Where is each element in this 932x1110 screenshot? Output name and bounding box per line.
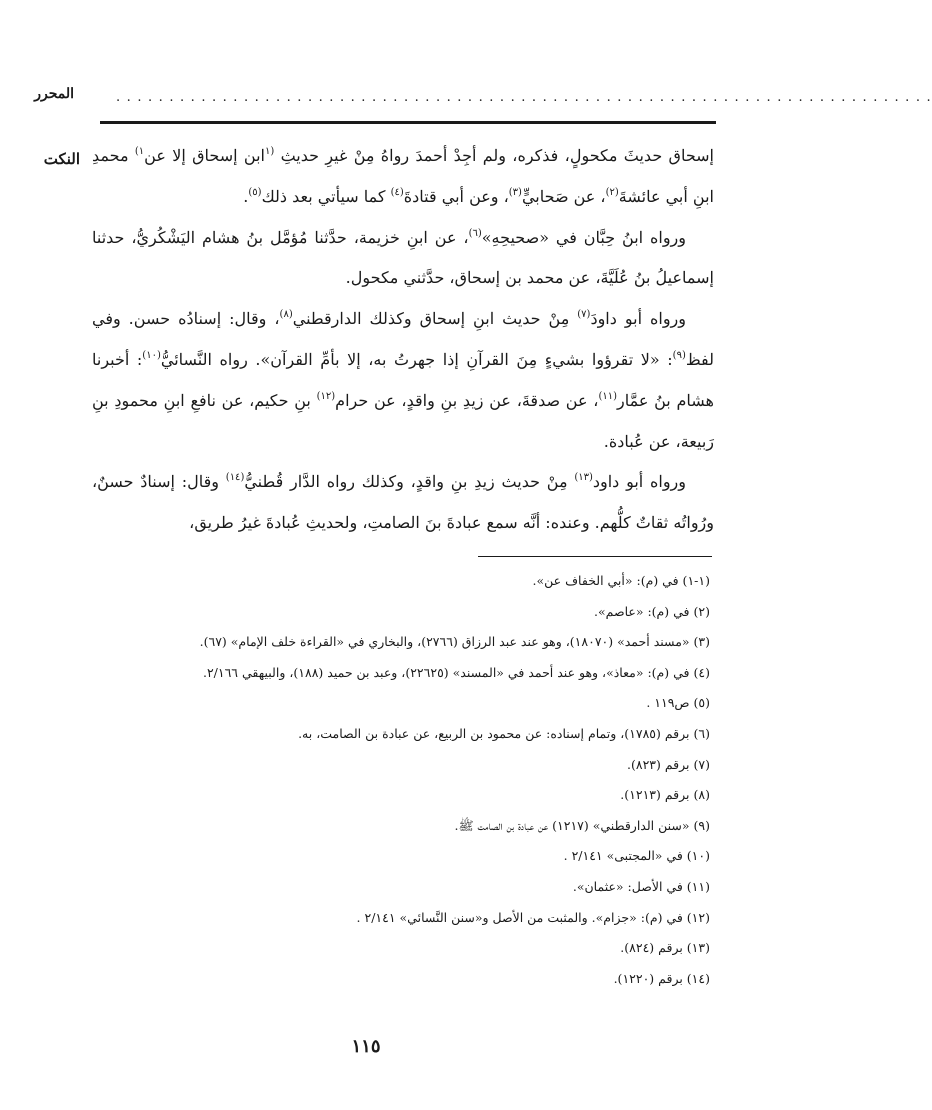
text-segment: . xyxy=(243,186,249,206)
footnote-marker: (٦) xyxy=(468,227,482,239)
text-segment: ، عن صدقةَ، عن زيدِ بنِ واقدٍ، عن حرام xyxy=(335,390,599,410)
footnote-marker: (١١) xyxy=(598,390,617,402)
footnote-separator xyxy=(478,556,712,557)
footnote-marker: (١٤) xyxy=(225,472,245,484)
footnote-item: (٢) في (م): «عاصم». xyxy=(594,603,710,619)
running-header-dots: . . . . . . . . . . . . . . . . . . . . . . . . . . . . . . . . . . . . . . . . . . . . . . . . . . . . . . . . . . . . . . . . . . . . . . . . . . . . . xyxy=(116,90,932,105)
footnote-marker: (١٢) xyxy=(316,390,336,402)
footnote-marker: (٢) xyxy=(605,186,619,198)
text-segment: ورواه أبو داودَ xyxy=(590,309,686,329)
footnote-marker: (١ xyxy=(264,146,275,157)
footnote-marker: (٧) xyxy=(577,309,591,321)
footnote-item: (١٣) برقم (٨٢٤). xyxy=(620,940,710,956)
footnote-marker: ١) xyxy=(134,146,145,157)
text-segment: ورواه أبو داود xyxy=(592,472,687,492)
footnote-marker: (٣) xyxy=(508,186,522,198)
header-rule xyxy=(100,121,716,124)
footnote-item: (١٤) برقم (١٢٢٠). xyxy=(613,970,710,986)
text-segment: محمدِ ابنِ أبي عائشةَ xyxy=(92,146,714,206)
paragraph-2 xyxy=(92,218,714,300)
footnote-marker: (٤) xyxy=(390,186,404,198)
footnote-item: (٤) في (م): «معاذ»، وهو عند أحمد في «المسند» (٢٢٦٢٥)، وعبد بن حميد (١٨٨)، والبيهقي ٢/١٦٦. xyxy=(202,664,710,680)
text-segment: : «لا تقرؤوا بشيءٍ مِنَ القرآنِ إذا جهرتُ به، إلا بأمِّ القرآن». رواه النَّسائيُّ xyxy=(160,349,673,369)
text-segment: ، وقال: إسنادُه حسن. وفي لفظ xyxy=(92,309,714,369)
text-segment: إسحاق حديثَ مكحولٍ، فذكره، ولم أجِدْ أحمدَ رواهُ مِنْ غيرِ حديثِ xyxy=(274,146,714,165)
footnote-item: (٩) «سنن الدارقطني» (١٢١٧) عن عبادة بن الصامت ﷺ. xyxy=(454,817,710,833)
footnote-item: (١١) في الأصل: «عثمان». xyxy=(572,878,710,894)
paragraph-3 xyxy=(92,299,714,462)
footnotes xyxy=(70,566,710,994)
page-number: ١١٥ xyxy=(351,1036,381,1057)
footnote-item: (٨) برقم (١٢١٣). xyxy=(620,787,710,803)
text-segment: مِنْ حديث زيدِ بنِ واقدٍ، وكذلك رواه الدَّار قُطنيُّ xyxy=(244,472,575,492)
paragraph-4 xyxy=(92,462,714,544)
footnote-marker: (٩) xyxy=(672,349,686,361)
footnote-marker: (١٣) xyxy=(574,472,593,484)
text-segment: وقال: إسنادٌ حسنٌ، ورُواتُه ثقاتٌ كلُّهم. وعنده: أنَّه سمع عبادةَ بنَ الصامتِ، ولحديثِ عُبادةَ غيرُ طريق، xyxy=(92,472,714,533)
text-segment: ، عن ابنِ خزيمة، حدَّثنا مُؤمَّل بنُ هشام اليَشْكُريُّ، حدثنا إسماعيلُ بنُ عُلَيَّةَ، عن محمد بن إسحاق، حدَّثني مكحول. xyxy=(92,227,714,288)
text-segment: مِنْ حديث ابنِ إسحاق وكذلك الدارقطني xyxy=(292,309,578,329)
footnote-item: (٦) برقم (١٧٨٥)، وتمام إسناده: عن محمود بن الربيع، عن عبادة بن الصامت، به. xyxy=(298,725,710,741)
text-segment: : أخبرنا هشام بنُ عمَّار xyxy=(92,349,714,410)
running-header-title: المحرر xyxy=(34,86,74,102)
footnote-item: (١-١) في (م): «أبي الخفاف عن». xyxy=(532,573,710,588)
paragraph-1 xyxy=(92,136,714,218)
footnote-item: (١٢) في (م): «جزام». والمثبت من الأصل و«سنن النَّسائي» ٢/١٤١ . xyxy=(356,909,710,925)
footnote-item: (٧) برقم (٨٢٣). xyxy=(627,756,710,772)
footnote-marker: (٨) xyxy=(279,309,293,321)
text-segment: ابن إسحاق إلا عن xyxy=(144,146,265,165)
footnote-item: (٣) «مسند أحمد» (١٨٠٧٠)، وهو عند عبد الرزاق (٢٧٦٦)، والبخاري في «القراءة خلف الإمام» (٦٧). xyxy=(199,634,710,650)
text-segment: ورواه ابنُ حِبَّان في «صحيحِهِ» xyxy=(481,227,687,247)
footnote-marker: (٥) xyxy=(248,186,262,198)
footnote-item: (٥) ص١١٩ . xyxy=(646,695,710,711)
text-segment: كما سيأتي بعد ذلك xyxy=(261,186,391,206)
footnote-marker: (١٠) xyxy=(142,349,161,361)
main-text xyxy=(92,136,714,544)
footnote-item: (١٠) في «المجتبى» ٢/١٤١ . xyxy=(563,848,710,864)
text-segment: ، عن صَحابيٍّ xyxy=(521,186,606,206)
margin-note: النكت xyxy=(43,150,80,168)
text-segment: بنِ حكيم، عن نافعِ ابنِ محمودِ بنِ رَبيعة، عن عُبادة. xyxy=(92,390,714,451)
text-segment: ، وعن أبي قتادةَ xyxy=(403,186,509,206)
